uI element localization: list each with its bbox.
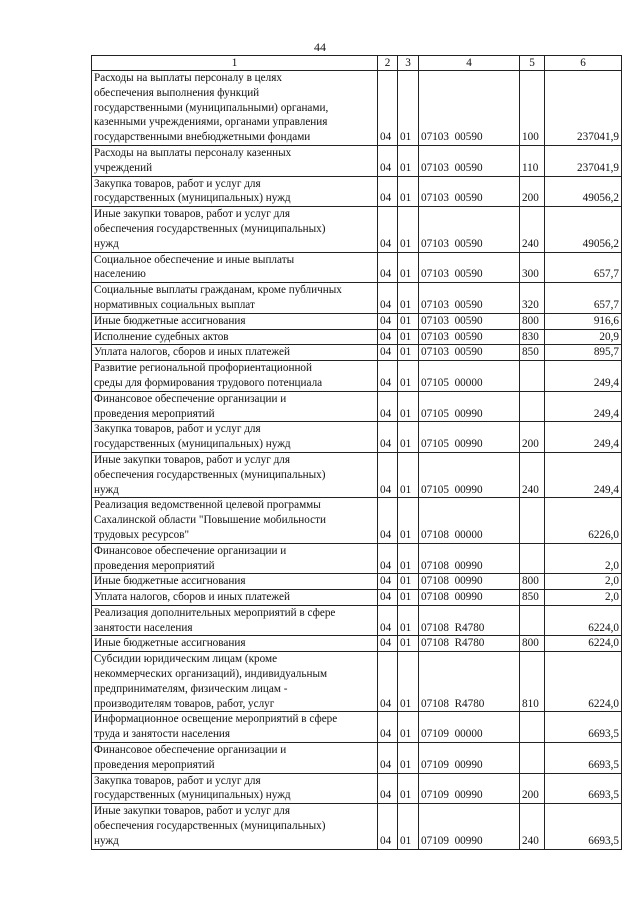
target-article-cell: 07109 00990	[419, 743, 520, 774]
section-code-cell: 04	[378, 743, 398, 774]
column-header-4: 4	[419, 56, 520, 71]
expense-name-cell: Иные бюджетные ассигнования	[92, 636, 378, 652]
section-code-cell: 04	[378, 207, 398, 252]
expense-type-cell: 320	[520, 283, 545, 314]
table-row	[92, 574, 622, 590]
section-code-cell: 04	[378, 574, 398, 590]
table-row	[92, 176, 622, 207]
section-code-cell: 04	[378, 422, 398, 453]
expense-name-cell: Иные бюджетные ассигнования	[92, 574, 378, 590]
table-row	[92, 252, 622, 283]
subsection-code-cell: 01	[398, 636, 419, 652]
table-row	[92, 543, 622, 574]
amount-cell: 916,6	[545, 313, 622, 329]
table-row	[92, 773, 622, 804]
section-code-cell: 04	[378, 773, 398, 804]
subsection-code-cell: 01	[398, 590, 419, 606]
expense-type-cell	[520, 743, 545, 774]
table-row	[92, 71, 622, 146]
section-code-cell: 04	[378, 543, 398, 574]
expense-name-cell: Закупка товаров, работ и услуг для государственных (муниципальных) нужд	[92, 176, 378, 207]
page-number: 44	[314, 40, 326, 54]
section-code-cell: 04	[378, 345, 398, 361]
amount-cell: 249,4	[545, 452, 622, 497]
expense-name-cell: Исполнение судебных актов	[92, 329, 378, 345]
amount-cell: 249,4	[545, 422, 622, 453]
target-article-cell: 07108 00990	[419, 590, 520, 606]
table-row	[92, 207, 622, 252]
expense-name-cell: Субсидии юридическим лицам (кроме некоммерческих организаций), индивидуальным предпринимателям, физическим лицам - производителям товаров, работ, услуг	[92, 652, 378, 712]
expense-type-cell: 830	[520, 329, 545, 345]
expense-type-cell: 240	[520, 452, 545, 497]
subsection-code-cell: 01	[398, 252, 419, 283]
table-row	[92, 804, 622, 849]
target-article-cell: 07105 00990	[419, 452, 520, 497]
amount-cell: 6693,5	[545, 712, 622, 743]
target-article-cell: 07103 00590	[419, 176, 520, 207]
expense-name-cell: Уплата налогов, сборов и иных платежей	[92, 345, 378, 361]
amount-cell: 49056,2	[545, 207, 622, 252]
table-row	[92, 605, 622, 636]
subsection-code-cell: 01	[398, 743, 419, 774]
expense-type-cell: 850	[520, 590, 545, 606]
section-code-cell: 04	[378, 652, 398, 712]
expense-type-cell: 200	[520, 773, 545, 804]
amount-cell: 49056,2	[545, 176, 622, 207]
subsection-code-cell: 01	[398, 207, 419, 252]
expense-name-cell: Закупка товаров, работ и услуг для государственных (муниципальных) нужд	[92, 773, 378, 804]
section-code-cell: 04	[378, 176, 398, 207]
section-code-cell: 04	[378, 391, 398, 422]
expense-type-cell: 240	[520, 804, 545, 849]
target-article-cell: 07105 00990	[419, 422, 520, 453]
expense-type-cell: 800	[520, 313, 545, 329]
table-row	[92, 329, 622, 345]
table-row	[92, 498, 622, 543]
subsection-code-cell: 01	[398, 391, 419, 422]
target-article-cell: 07103 00590	[419, 145, 520, 176]
expense-type-cell	[520, 391, 545, 422]
subsection-code-cell: 01	[398, 329, 419, 345]
table-row	[92, 391, 622, 422]
target-article-cell: 07103 00590	[419, 329, 520, 345]
subsection-code-cell: 01	[398, 345, 419, 361]
table-row	[92, 145, 622, 176]
amount-cell: 657,7	[545, 283, 622, 314]
target-article-cell: 07103 00590	[419, 313, 520, 329]
subsection-code-cell: 01	[398, 283, 419, 314]
amount-cell: 6226,0	[545, 498, 622, 543]
subsection-code-cell: 01	[398, 773, 419, 804]
amount-cell: 2,0	[545, 543, 622, 574]
amount-cell: 2,0	[545, 590, 622, 606]
subsection-code-cell: 01	[398, 313, 419, 329]
section-code-cell: 04	[378, 590, 398, 606]
section-code-cell: 04	[378, 361, 398, 392]
subsection-code-cell: 01	[398, 804, 419, 849]
table-row	[92, 345, 622, 361]
table-row	[92, 283, 622, 314]
expense-type-cell	[520, 605, 545, 636]
subsection-code-cell: 01	[398, 145, 419, 176]
expense-type-cell: 850	[520, 345, 545, 361]
target-article-cell: 07105 00000	[419, 361, 520, 392]
section-code-cell: 04	[378, 712, 398, 743]
table-row	[92, 422, 622, 453]
expense-name-cell: Социальные выплаты гражданам, кроме публичных нормативных социальных выплат	[92, 283, 378, 314]
target-article-cell: 07108 00990	[419, 574, 520, 590]
expense-name-cell: Реализация ведомственной целевой программы Сахалинской области "Повышение мобильности трудовых ресурсов"	[92, 498, 378, 543]
amount-cell: 20,9	[545, 329, 622, 345]
target-article-cell: 07109 00990	[419, 804, 520, 849]
header-row	[92, 56, 622, 71]
target-article-cell: 07108 R4780	[419, 605, 520, 636]
expense-name-cell: Иные закупки товаров, работ и услуг для обеспечения государственных (муниципальных) нужд	[92, 207, 378, 252]
expense-type-cell: 810	[520, 652, 545, 712]
column-header-1: 1	[92, 56, 378, 71]
target-article-cell: 07108 R4780	[419, 652, 520, 712]
section-code-cell: 04	[378, 313, 398, 329]
section-code-cell: 04	[378, 71, 398, 146]
subsection-code-cell: 01	[398, 176, 419, 207]
subsection-code-cell: 01	[398, 452, 419, 497]
target-article-cell: 07109 00990	[419, 773, 520, 804]
target-article-cell: 07109 00000	[419, 712, 520, 743]
section-code-cell: 04	[378, 804, 398, 849]
amount-cell: 895,7	[545, 345, 622, 361]
expense-type-cell: 240	[520, 207, 545, 252]
table-row	[92, 652, 622, 712]
expense-type-cell: 800	[520, 574, 545, 590]
amount-cell: 6224,0	[545, 605, 622, 636]
subsection-code-cell: 01	[398, 574, 419, 590]
section-code-cell: 04	[378, 329, 398, 345]
expense-name-cell: Закупка товаров, работ и услуг для государственных (муниципальных) нужд	[92, 422, 378, 453]
target-article-cell: 07103 00590	[419, 207, 520, 252]
expense-name-cell: Финансовое обеспечение организации и проведения мероприятий	[92, 391, 378, 422]
amount-cell: 657,7	[545, 252, 622, 283]
expense-type-cell	[520, 498, 545, 543]
subsection-code-cell: 01	[398, 71, 419, 146]
target-article-cell: 07103 00590	[419, 345, 520, 361]
expense-name-cell: Социальное обеспечение и иные выплаты населению	[92, 252, 378, 283]
target-article-cell: 07108 R4780	[419, 636, 520, 652]
amount-cell: 237041,9	[545, 145, 622, 176]
target-article-cell: 07103 00590	[419, 283, 520, 314]
table-row	[92, 313, 622, 329]
expense-type-cell: 200	[520, 422, 545, 453]
expense-type-cell	[520, 712, 545, 743]
table-row	[92, 712, 622, 743]
table-row	[92, 743, 622, 774]
expense-name-cell: Уплата налогов, сборов и иных платежей	[92, 590, 378, 606]
expense-type-cell: 100	[520, 71, 545, 146]
amount-cell: 249,4	[545, 361, 622, 392]
subsection-code-cell: 01	[398, 712, 419, 743]
expense-name-cell: Развитие региональной профориентационной среды для формирования трудового потенциала	[92, 361, 378, 392]
amount-cell: 249,4	[545, 391, 622, 422]
subsection-code-cell: 01	[398, 605, 419, 636]
subsection-code-cell: 01	[398, 498, 419, 543]
expense-type-cell: 200	[520, 176, 545, 207]
column-header-3: 3	[398, 56, 419, 71]
target-article-cell: 07108 00000	[419, 498, 520, 543]
amount-cell: 6224,0	[545, 652, 622, 712]
amount-cell: 6224,0	[545, 636, 622, 652]
column-header-6: 6	[545, 56, 622, 71]
section-code-cell: 04	[378, 283, 398, 314]
target-article-cell: 07105 00990	[419, 391, 520, 422]
section-code-cell: 04	[378, 498, 398, 543]
table-row	[92, 452, 622, 497]
expense-type-cell: 800	[520, 636, 545, 652]
expense-name-cell: Иные закупки товаров, работ и услуг для обеспечения государственных (муниципальных) нужд	[92, 804, 378, 849]
expense-name-cell: Расходы на выплаты персоналу казенных учреждений	[92, 145, 378, 176]
table-row	[92, 636, 622, 652]
amount-cell: 2,0	[545, 574, 622, 590]
subsection-code-cell: 01	[398, 652, 419, 712]
expense-name-cell: Реализация дополнительных мероприятий в сфере занятости населения	[92, 605, 378, 636]
expense-name-cell: Информационное освещение мероприятий в сфере труда и занятости населения	[92, 712, 378, 743]
expense-type-cell: 110	[520, 145, 545, 176]
amount-cell: 6693,5	[545, 773, 622, 804]
amount-cell: 6693,5	[545, 743, 622, 774]
expense-type-cell	[520, 543, 545, 574]
section-code-cell: 04	[378, 452, 398, 497]
target-article-cell: 07103 00590	[419, 71, 520, 146]
expense-type-cell	[520, 361, 545, 392]
expense-name-cell: Расходы на выплаты персоналу в целях обеспечения выполнения функций государственными (муниципальными) органами, казенными учреждениями, органами управления государственными внебюджетными фондами	[92, 71, 378, 146]
expense-name-cell: Финансовое обеспечение организации и проведения мероприятий	[92, 543, 378, 574]
expense-name-cell: Финансовое обеспечение организации и проведения мероприятий	[92, 743, 378, 774]
subsection-code-cell: 01	[398, 361, 419, 392]
target-article-cell: 07108 00990	[419, 543, 520, 574]
amount-cell: 237041,9	[545, 71, 622, 146]
column-header-2: 2	[378, 56, 398, 71]
section-code-cell: 04	[378, 145, 398, 176]
budget-table	[91, 55, 622, 850]
subsection-code-cell: 01	[398, 422, 419, 453]
column-header-5: 5	[520, 56, 545, 71]
table-row	[92, 590, 622, 606]
subsection-code-cell: 01	[398, 543, 419, 574]
section-code-cell: 04	[378, 252, 398, 283]
table-row	[92, 361, 622, 392]
expense-name-cell: Иные бюджетные ассигнования	[92, 313, 378, 329]
section-code-cell: 04	[378, 605, 398, 636]
expense-name-cell: Иные закупки товаров, работ и услуг для обеспечения государственных (муниципальных) нужд	[92, 452, 378, 497]
amount-cell: 6693,5	[545, 804, 622, 849]
section-code-cell: 04	[378, 636, 398, 652]
target-article-cell: 07103 00590	[419, 252, 520, 283]
expense-type-cell: 300	[520, 252, 545, 283]
